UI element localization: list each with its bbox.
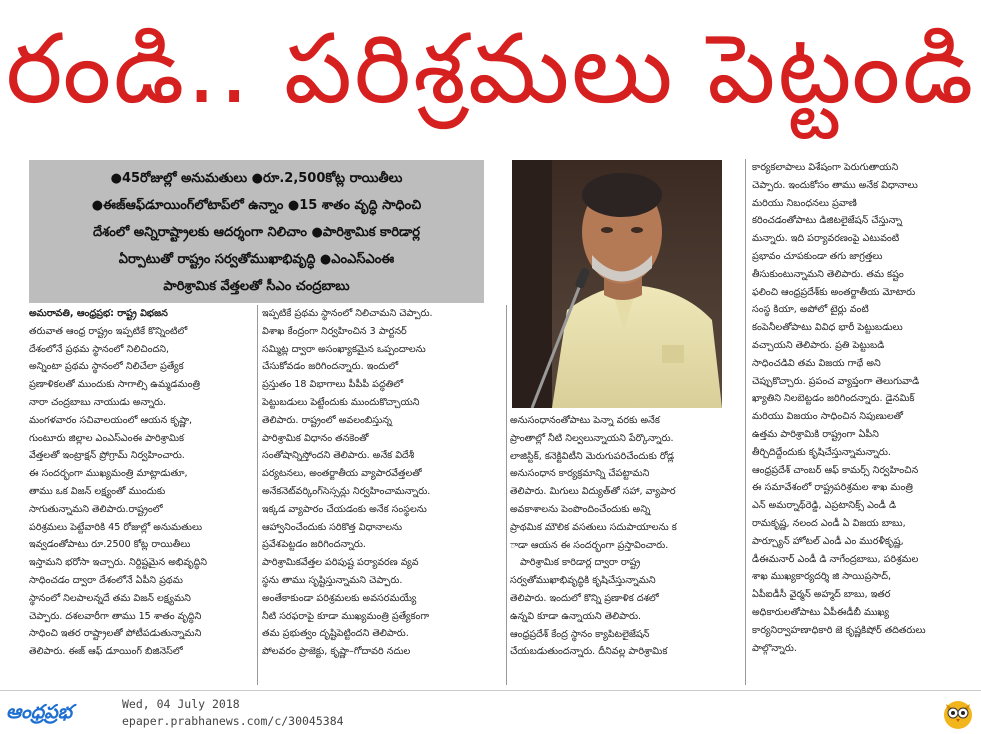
article-line: తీర్చిదిద్దేందుకు కృషిచేస్తున్నామన్నారు. xyxy=(752,446,891,458)
article-line: ఇస్తామని భరోసా ఇచ్చారు. నిర్దిష్టమైన అభివృద్ధిని xyxy=(29,557,207,569)
article-line: ప్రాంతాల్లో నీటి నిల్వలున్నాయని పేర్కొన్నారు. xyxy=(510,432,674,444)
article-line: అనుసంధాన కార్యక్రమాన్ని చేపట్టామని xyxy=(510,468,650,480)
article-line: పోలవరం ప్రాజెక్టు, కృష్ణా–గోదావరి నదుల xyxy=(262,646,411,658)
article-line: తమ ప్రభుత్వం దృష్టిపెట్టిందని తెలిపారు. xyxy=(262,628,409,640)
article-line: సాగుతున్నామని తెలిపారు.రాష్ట్రంలో xyxy=(29,503,163,515)
column-divider xyxy=(745,159,746,685)
article-line: తీసుకుంటున్నామని తెలిపారు. తమ కష్టం xyxy=(752,268,904,280)
article-line: పారిశ్రామికవేత్తల పరిపుష్ట పర్యావరణ వ్యవ xyxy=(262,557,419,569)
article-line: తాము ఒక విజన్ లక్ష్యంతో ముందుకు xyxy=(29,485,166,497)
column-divider xyxy=(257,305,258,685)
article-line: కార్యకలాపాలు విశేషంగా పెరుగుతాయని xyxy=(752,162,899,173)
article-column-2 xyxy=(262,305,502,685)
article-line: అధికారులతోపాటు ఏపీఈడీబీ ముఖ్య xyxy=(752,606,889,618)
article-line: ఉన్నవి కూడా ఉన్నాయని తెలిపారు. xyxy=(510,610,642,622)
article-line: పారిశ్రామిక విధానం తనకెంతో xyxy=(262,432,369,444)
article-line: ఫలించి ఆంధ్రప్రదేశ్‌కు అంతర్జాతీయ మోటారు xyxy=(752,286,916,298)
article-line: మంగళవారం సచివాలయంలో ఆయన కృష్ణా, xyxy=(29,414,193,426)
highlight-line: ●ఈజ్ఆఫ్‌డూయింగ్‌లోటాప్‌లో ఉన్నాం ●15 శాతం వృద్ధి సాధించి xyxy=(91,198,422,213)
article-line: అంతేకాకుండా పరిశ్రమలకు అవసరమయ్యే xyxy=(262,592,417,604)
article-line: ఇక్కడ వ్యాపారం చేయడంకు అనేక సంస్థలను xyxy=(262,503,427,515)
article-line: చేయబడుతుందన్నారు. దీనివల్ల పారిశ్రామిక xyxy=(510,646,668,658)
article-line: వేత్తలతో ఇంట్రాక్షన్ ప్రోగ్రామ్ నిర్వహించారు. xyxy=(29,450,185,462)
article-line: ఏపీఐడీసీ వైర్మన్ అహ్మద్ బాబు, ఇతర xyxy=(752,589,891,601)
article-line: ాడా ఆయన ఈ సందర్భంగా ప్రస్తావించారు. xyxy=(510,539,669,551)
article-line: సంస్థ కియా, అపోలో టైర్లు వంటి xyxy=(752,304,869,316)
article-line: చేసుకోవడం జరిగిందన్నారు. ఇందులో xyxy=(262,361,399,373)
highlights-box xyxy=(29,160,484,303)
photo-chandrababu xyxy=(512,160,722,408)
article-line: పారిశ్రామిక కారిడార్ల ద్వారా రాష్ట్ర xyxy=(520,557,641,569)
article-line: పాల్గొన్నారు. xyxy=(752,642,797,654)
publish-date: Wed, 04 July 2018 xyxy=(122,697,240,711)
dateline: అమరావతి, ఆంధ్రప్రభ: రాష్ట్ర విభజన xyxy=(29,308,168,319)
highlight-line: ●45రోజుల్లో అనుమతులు ●రూ.2,500కోట్ల రాయితీలు xyxy=(110,171,403,186)
article-line: సాధించడం ద్వారా దేశంలోనే ఏపీని ప్రథమ xyxy=(29,574,183,586)
article-line: మరియు విజయం సాధించిన నిపుణులతో xyxy=(752,411,904,423)
article-line: చెప్పుకొచ్చారు. ప్రపంచ వ్యాప్తంగా తెలుగువాడి xyxy=(752,375,920,387)
article-line: శాఖ ముఖ్యకార్యదర్శి జి సాయిప్రసాద్, xyxy=(752,571,892,583)
article-line: సర్వతోముఖాభివృద్ధికి కృషిచేస్తున్నామని xyxy=(510,575,656,587)
article-line: సాధించి ఇతర రాష్ట్రాలతో పోటీపడుతున్నామని xyxy=(29,628,202,640)
article-line: మరియు నిబంధనలు ప్రవాణి xyxy=(752,197,857,209)
article-line: ఈ సందర్భంగా ముఖ్యమంత్రి మాట్లాడుతూ, xyxy=(29,468,188,480)
article-line: అనుసంధానంతోపాటు పెన్నా వరకు అనేక xyxy=(510,415,660,426)
article-line: పార్చ్యూన్ హోటల్ ఎండీ ఎం మురళీకృష్ణ, xyxy=(752,535,904,547)
article-line: ప్రస్తుతం 18 విభాగాలు పీపీపీ పద్ధతిలో xyxy=(262,379,404,391)
article-line: దేశంలోనే ప్రథమ స్థానంలో నిలిచిందని, xyxy=(29,343,170,355)
article-line: తెలిపారు. మిగులు విద్యుత్‌తో సహా, వ్యాపార xyxy=(510,486,676,498)
article-line: రామకృష్ణ, నలంద ఎండీ ఏ విజయ బాబు, xyxy=(752,517,906,529)
article-line: అవకాశాలను పెంపొందించేందుకు అన్ని xyxy=(510,503,651,515)
article-line: సంతోషాన్నిస్తోందని తెలిపారు. అనేక విదేశీ xyxy=(262,450,415,462)
article-line: ప్రభావం చూపకుండా తగు జాగ్రత్తలు xyxy=(752,250,883,262)
article-line: ప్రవేశపెట్టడం జరిగిందన్నారు. xyxy=(262,539,366,551)
article-line: పరిశ్రమలు పెట్టేవారికి 45 రోజుల్లో అనుమతులు xyxy=(29,521,203,533)
article-line: మన్నారు. ఇది పర్యావరణంపై ఎటువంటి xyxy=(752,233,900,245)
article-line: స్థను తాము సృష్టిస్తున్నామని చెప్పారు. xyxy=(262,574,403,586)
article-line: డీఈమనార్ ఎండీ డి నాగేంద్రబాబు, పరిశ్రమల xyxy=(752,553,919,565)
article-line: ఆంధ్రప్రదేశ్ చాంబర్ ఆఫ్ కామర్స్ నిర్వహించిన xyxy=(752,464,919,476)
article-line: ఆహ్వానించేందుకు సరికొత్త విధానాలను xyxy=(262,521,403,533)
owl-mascot-icon[interactable] xyxy=(942,696,974,730)
highlight-line: ఏర్పాటుతో రాష్ట్రం సర్వతోముఖాభివృద్ధి ●ఎంఎస్ఎంఈ xyxy=(118,252,395,267)
epaper-link[interactable]: epaper.prabhanews.com/c/30045384 xyxy=(122,714,344,728)
footer-divider xyxy=(0,690,981,691)
article-line: తరువాత ఆంధ్ర రాష్ట్రం ఇప్పటికే కొన్నింటిలో xyxy=(29,325,188,337)
article-line: తెలిపారు. ఈజ్ ఆఫ్ డూయింగ్ బిజినెస్‌లో xyxy=(29,646,183,658)
article-line: కరించడంతోపాటు డిజిటలైజేషన్ చేస్తున్నా xyxy=(752,215,903,227)
article-line: ప్రాథమిక మౌలిక వసతులు సదుపాయాలను క xyxy=(510,521,677,533)
article-line: నీటి సరఫరాపై కూడా ముఖ్యమంత్రి ప్రత్యేకంగా xyxy=(262,610,430,622)
article-line: లాజిస్టిక్, కనెక్టివిటీని మెరుగుపరిచేందుకు రోడ్ల xyxy=(510,450,675,462)
article-line: సాధించడివి తమ విజయ గాథే అని xyxy=(752,357,881,369)
article-line: ఆంధ్రప్రదేశ్ కేంద్ర స్థానం క్యాపిటలైజేషన్ xyxy=(510,628,650,640)
article-line: కంపెనీలతోపాటు వివిధ భారీ పెట్టుబడులు xyxy=(752,322,903,334)
headline: రండి.. పరిశ్రమలు పెట్టండి xyxy=(5,13,976,125)
article-line: సమ్మిట్ల ద్వారా అసంఖ్యాకమైన ఒప్పందాలను xyxy=(262,343,426,355)
article-line: ఈ సమావేశంలో రాష్ట్రపరిశ్రమల శాఖ మంత్రి xyxy=(752,482,913,494)
article-line: తెలిపారు. ఇందులో కొన్ని ప్రణాళిక దశలో xyxy=(510,592,659,604)
article-line: ఇప్పటికే ప్రథమ స్థానంలో నిలిచామని చెప్పారు. xyxy=(262,308,433,319)
article-line: కార్యనిర్వాహణాధికారి జె కృష్ణకిషోర్ తదితరులు xyxy=(752,624,926,636)
article-line: నారా చంద్రబాబు నాయుడు అన్నారు. xyxy=(29,396,167,408)
andhra-prabha-logo[interactable]: ఆంధ్రప్రభ xyxy=(6,701,72,723)
article-column-4 xyxy=(752,159,977,685)
article-line: అన్నింటా ప్రథమ స్థానంలో నిలిచేలా ప్రత్యేక xyxy=(29,361,184,373)
article-line: అనేకనెట్‌వర్కింగ్‌సెస్సన్లు నిర్వహించామన్నారు. xyxy=(262,485,431,497)
footer-meta xyxy=(122,696,344,730)
article-line: పర్యటనలు, అంతర్జాతీయ వ్యాపారవేత్తలతో xyxy=(262,468,422,480)
article-line: ఎన్ అమర్నాథ్‌రెడ్డి, ఎప్రటానిక్స్ ఎండీ డి xyxy=(752,500,897,512)
article-line: చెప్పారు. ఇందుకోసం తాము అనేక విధానాలు xyxy=(752,179,918,191)
highlight-line: దేశంలో అన్నిరాష్ట్రాలకు ఆదర్శంగా నిలిచాం ●పారిశ్రామిక కారిడార్ల xyxy=(92,225,421,240)
article-column-1 xyxy=(29,305,254,685)
article-line: స్థానంలో నిలపాలన్నదే తమ విజన్ లక్ష్యమని xyxy=(29,592,191,604)
article-line: ఇవ్వడంతోపాటు రూ.2500 కోట్ల రాయితీలు xyxy=(29,539,191,551)
article-line: విశాఖ కేంద్రంగా నిర్వహించిన 3 పార్టనర్ xyxy=(262,325,407,337)
article-line: ఉత్తమ పారిశ్రామికి రాష్ట్రంగా ఏపీని xyxy=(752,428,879,440)
article-line: ఖ్యాతిని నిలబెట్టడం జరిగిందన్నారు. డైనమిక్ xyxy=(752,393,915,405)
article-line: పెట్టుబడులు పెట్టేందుకు ముందుకొచ్చాయని xyxy=(262,396,420,408)
highlight-line: పారిశ్రామిక వేత్తలతో సీఎం చంద్రబాబు xyxy=(163,279,350,294)
article-column-3 xyxy=(510,412,735,685)
column-divider xyxy=(506,305,507,685)
article-line: చెప్పారు. దశలవారీగా తాము 15 శాతం వృద్ధిని xyxy=(29,610,202,622)
portrait-image xyxy=(512,160,722,408)
article-line: తెలిపారు. రాష్ట్రంలో అవలంబిస్తున్న xyxy=(262,414,392,426)
article-line: గుంటూరు జిల్లాల ఎంఎస్ఎంఈ పారిశ్రామిక xyxy=(29,432,184,444)
article-line: వచ్చాయని తెలిపారు. ప్రతి పెట్టుబడి xyxy=(752,339,885,351)
article-line: ప్రణాళికలతో ముందుకు సాగాల్సి ఉమ్మడమంత్రి xyxy=(29,379,200,391)
